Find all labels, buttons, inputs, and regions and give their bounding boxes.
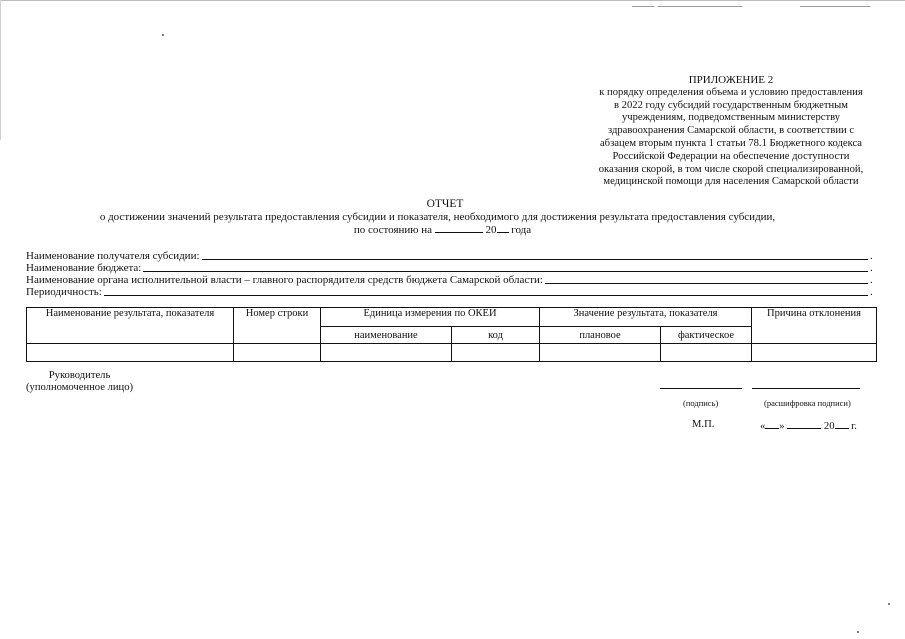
scan-dash [800,6,870,7]
scan-speck [888,603,890,605]
date-close-quote: » [779,421,785,432]
table-cell[interactable] [321,344,452,362]
col-header-actual: фактическое [661,327,752,344]
scan-speck [857,631,859,633]
signature-date [760,419,857,432]
col-header-unit-name: наименование [321,327,452,344]
col-header-unit: Единица измерения по ОКЕИ [321,308,540,327]
appendix-line: абзацем вторым пункта 1 статьи 78.1 Бюджетного кодекса [599,137,862,149]
field-end-mark: . [870,262,873,274]
report-as-of [0,223,905,237]
col-header-result: Наименование результата, показателя [27,308,234,344]
table-row [27,344,877,362]
report-table [26,307,877,362]
scan-dash [658,6,742,7]
year-suffix: года [511,224,532,237]
field-periodicity-input[interactable] [104,295,868,296]
table-cell[interactable] [661,344,752,362]
date-day-blank[interactable] [765,419,779,429]
field-end-mark: . [870,274,873,286]
col-header-reason: Причина отклонения [752,308,877,344]
scan-dash [632,6,654,7]
field-budget-input[interactable] [143,271,868,272]
head-title: Руководитель [48,370,111,381]
col-header-row-number: Номер строки [234,308,321,344]
as-of-prefix: по состоянию на [353,224,433,237]
field-end-mark: . [870,250,873,262]
appendix-heading: ПРИЛОЖЕНИЕ 2 [688,74,774,86]
col-header-value: Значение результата, показателя [540,308,752,327]
date-year-blank[interactable] [835,419,849,429]
date-month-blank[interactable] [787,419,821,429]
field-authority-input[interactable] [545,283,868,284]
table-cell[interactable] [540,344,661,362]
signature-decode-caption: (расшифровка подписи) [764,398,851,408]
table-cell[interactable] [452,344,540,362]
col-header-planned: плановое [540,327,661,344]
appendix-line: Российской Федерации на обеспечение доступности [612,150,850,162]
signature-caption: (подпись) [683,398,719,408]
date-year-prefix: 20 [823,421,835,432]
date-open-quote: « [760,421,766,432]
table-cell[interactable] [752,344,877,362]
scan-speck [162,34,164,36]
report-subtitle: о достижении значений результата предоставления субсидии и показателя, необходимого для достижения результата предоставления субсидии, [99,210,776,223]
appendix-line: к порядку определения объема и условию предоставления [599,86,863,98]
field-periodicity [26,285,874,298]
signature-decode-line[interactable] [752,388,860,389]
report-title: ОТЧЕТ [426,198,464,210]
field-label: Наименование органа исполнительной власти – главного распорядителя средств бюджета Самарской области: [26,274,543,286]
year-blank[interactable] [497,223,509,233]
col-header-unit-code: код [452,327,540,344]
head-subtitle: (уполномоченное лицо) [26,382,134,393]
field-label: Периодичность: [26,286,102,298]
field-recipient-input[interactable] [202,259,868,260]
top-edge-line [0,0,905,1]
head-signatory-label [26,370,133,394]
appendix-line: в 2022 году субсидий государственным бюджетным [614,99,848,111]
appendix-line: учреждениям, подведомственным министерству [621,112,841,124]
appendix-line: медицинской помощи для населения Самарской области [603,176,859,188]
year-prefix: 20 [485,224,497,237]
stamp-place: М.П. [692,419,715,430]
table-cell[interactable] [27,344,234,362]
field-label: Наименование получателя субсидии: [26,250,200,262]
table-cell[interactable] [234,344,321,362]
field-end-mark: . [870,286,873,298]
signature-line[interactable] [660,388,742,389]
date-blank[interactable] [435,223,483,233]
report-title-block [0,198,905,237]
left-edge-line [0,0,1,140]
field-label: Наименование бюджета: [26,262,142,274]
appendix-block [588,74,874,189]
appendix-line: здравоохранения Самарской области, в соответствии с [607,125,855,137]
date-year-suffix: г. [851,421,857,432]
appendix-line: оказания скорой, в том числе скорой специализированной, [598,163,864,175]
